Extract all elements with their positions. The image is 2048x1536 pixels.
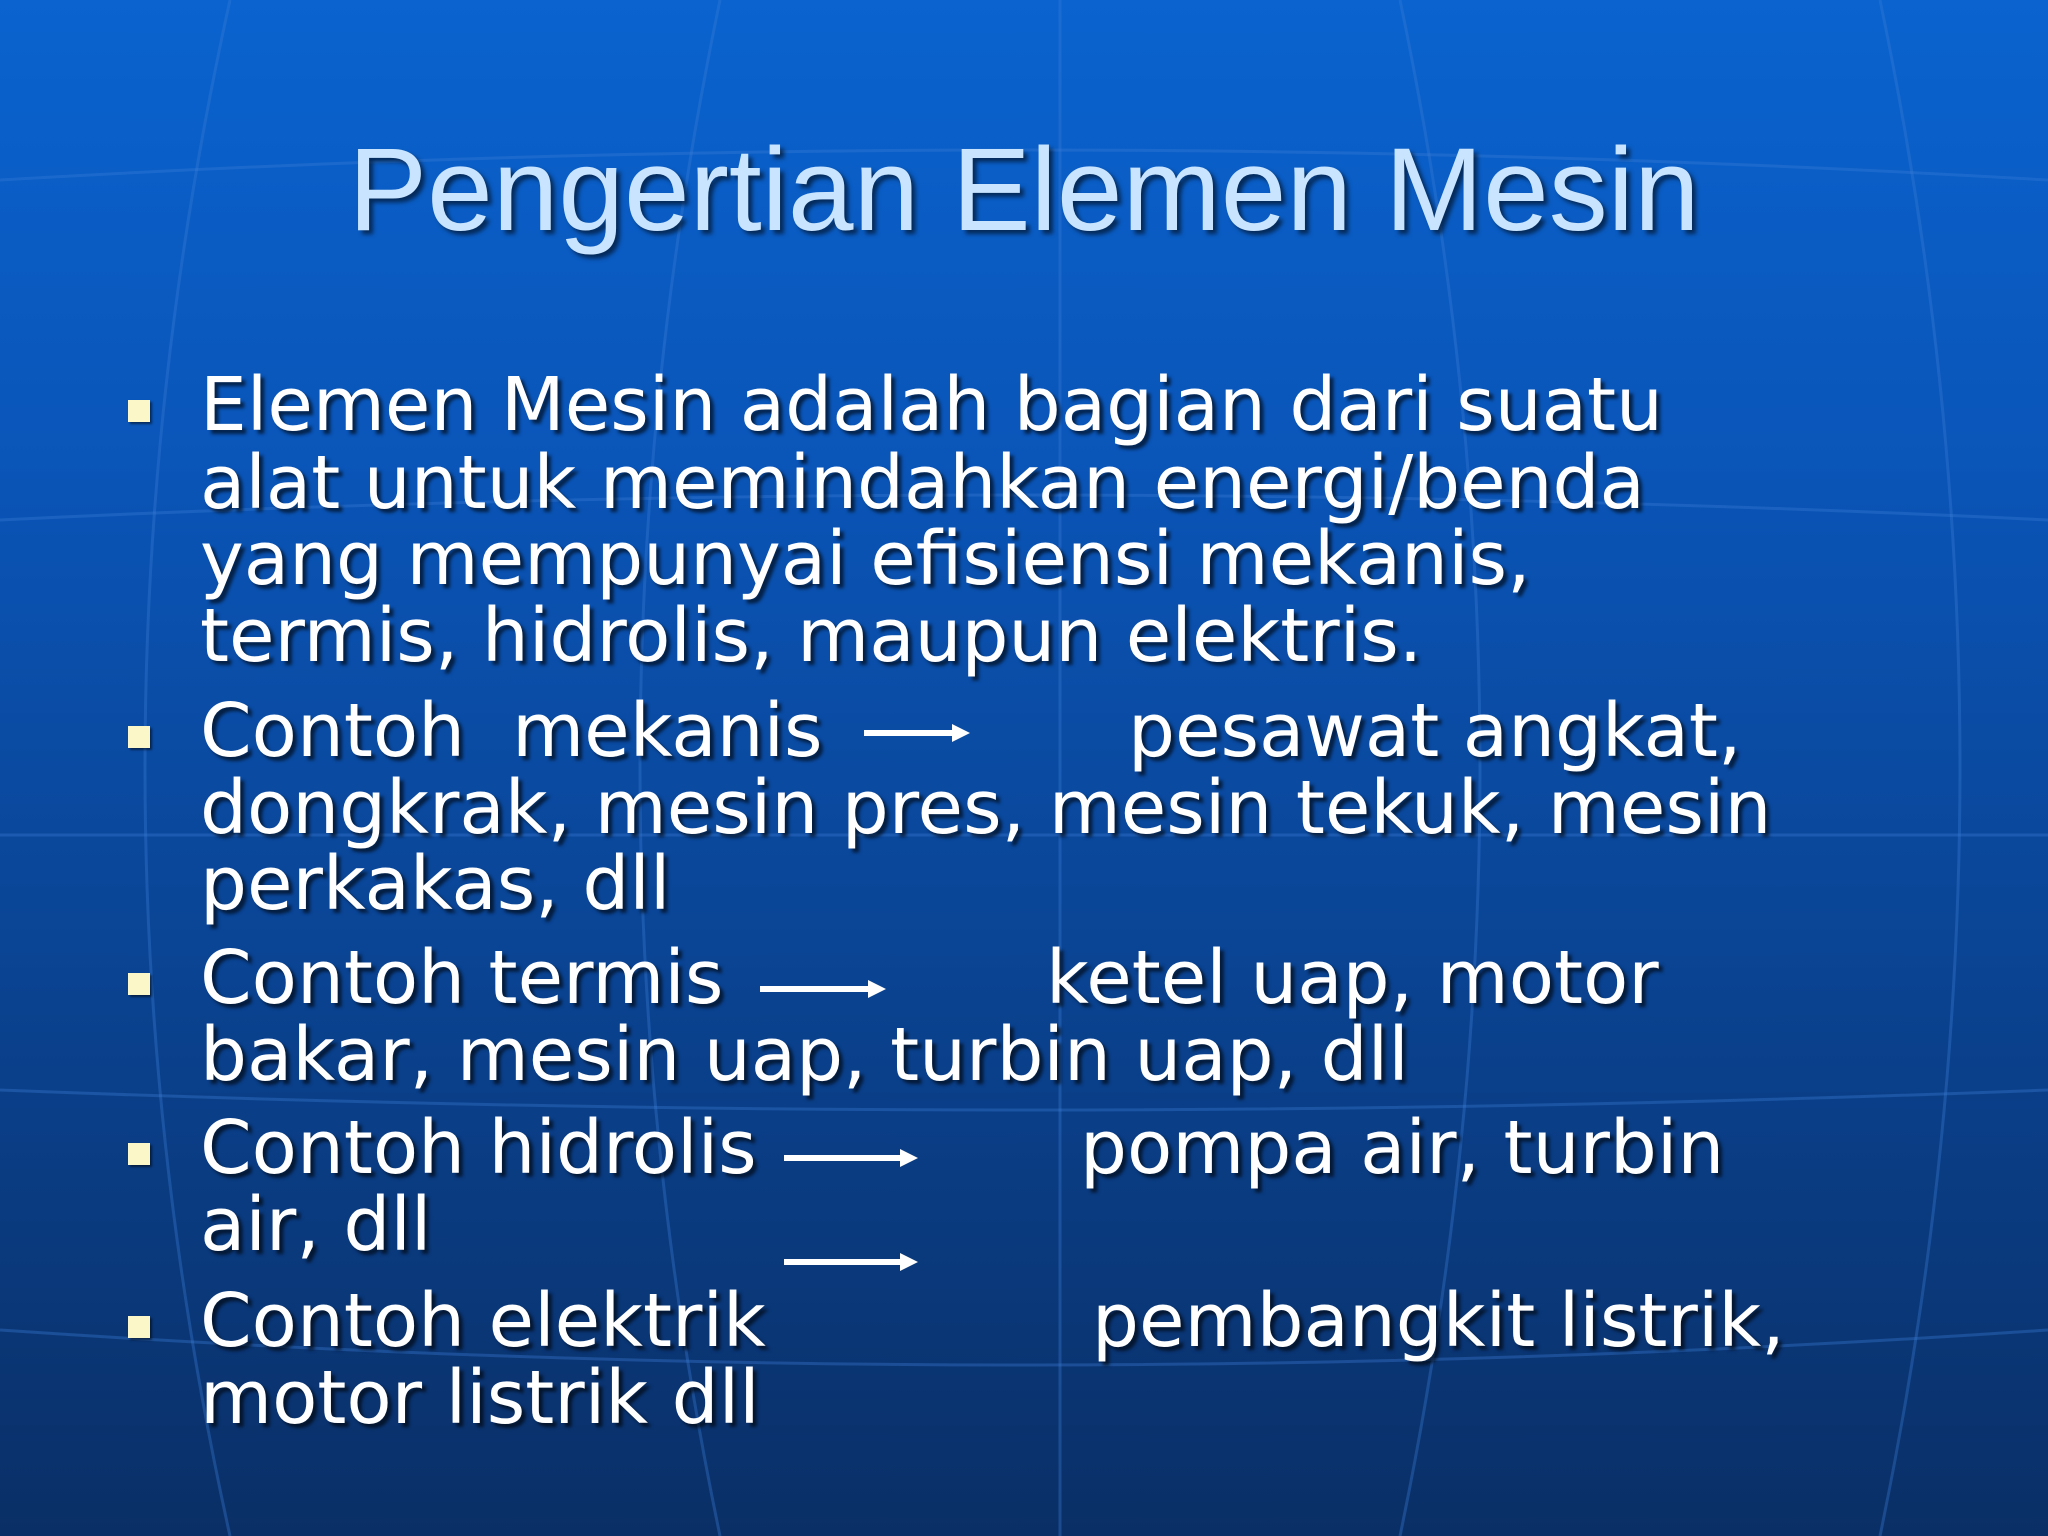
bullet-5-target: pembangkit listrik,	[1092, 1278, 1785, 1364]
bullet-5-label: Contoh elektrik	[200, 1278, 766, 1364]
bullet-2-line-3: perkakas, dll	[200, 841, 671, 927]
bullet-3-target: ketel uap, motor	[1046, 935, 1659, 1021]
bullet-marker	[128, 726, 150, 748]
bullet-1-line-2: alat untuk memindahkan energi/benda	[200, 440, 1645, 526]
bullet-5-line-2: motor listrik dll	[200, 1355, 760, 1441]
bullet-1-line-3: yang mempunyai efisiensi mekanis,	[200, 516, 1531, 602]
bullet-2-label: Contoh mekanis	[200, 688, 823, 774]
arrow-icon	[758, 974, 888, 1004]
arrow-icon	[862, 718, 972, 748]
bullet-marker	[128, 1316, 150, 1338]
bullet-marker	[128, 400, 150, 422]
slide-title: Pengertian Elemen Mesin	[348, 124, 1700, 256]
bullet-marker	[128, 973, 150, 995]
bullet-3-line-2: bakar, mesin uap, turbin uap, dll	[200, 1012, 1409, 1098]
bullet-4-target: pompa air, turbin	[1080, 1105, 1725, 1191]
bullet-1-line-4: termis, hidrolis, maupun elektris.	[200, 593, 1423, 679]
arrow-icon	[782, 1247, 922, 1277]
bullet-2-line-2: dongkrak, mesin pres, mesin tekuk, mesin	[200, 765, 1772, 851]
bullet-4-label: Contoh hidrolis	[200, 1105, 757, 1191]
bullet-marker	[128, 1143, 150, 1165]
arrow-icon	[782, 1143, 922, 1173]
bullet-2-target: pesawat angkat,	[1128, 688, 1742, 774]
bullet-1-line-1: Elemen Mesin adalah bagian dari suatu	[200, 362, 1663, 448]
bullet-4-line-2: air, dll	[200, 1182, 432, 1268]
bullet-3-label: Contoh termis	[200, 935, 724, 1021]
